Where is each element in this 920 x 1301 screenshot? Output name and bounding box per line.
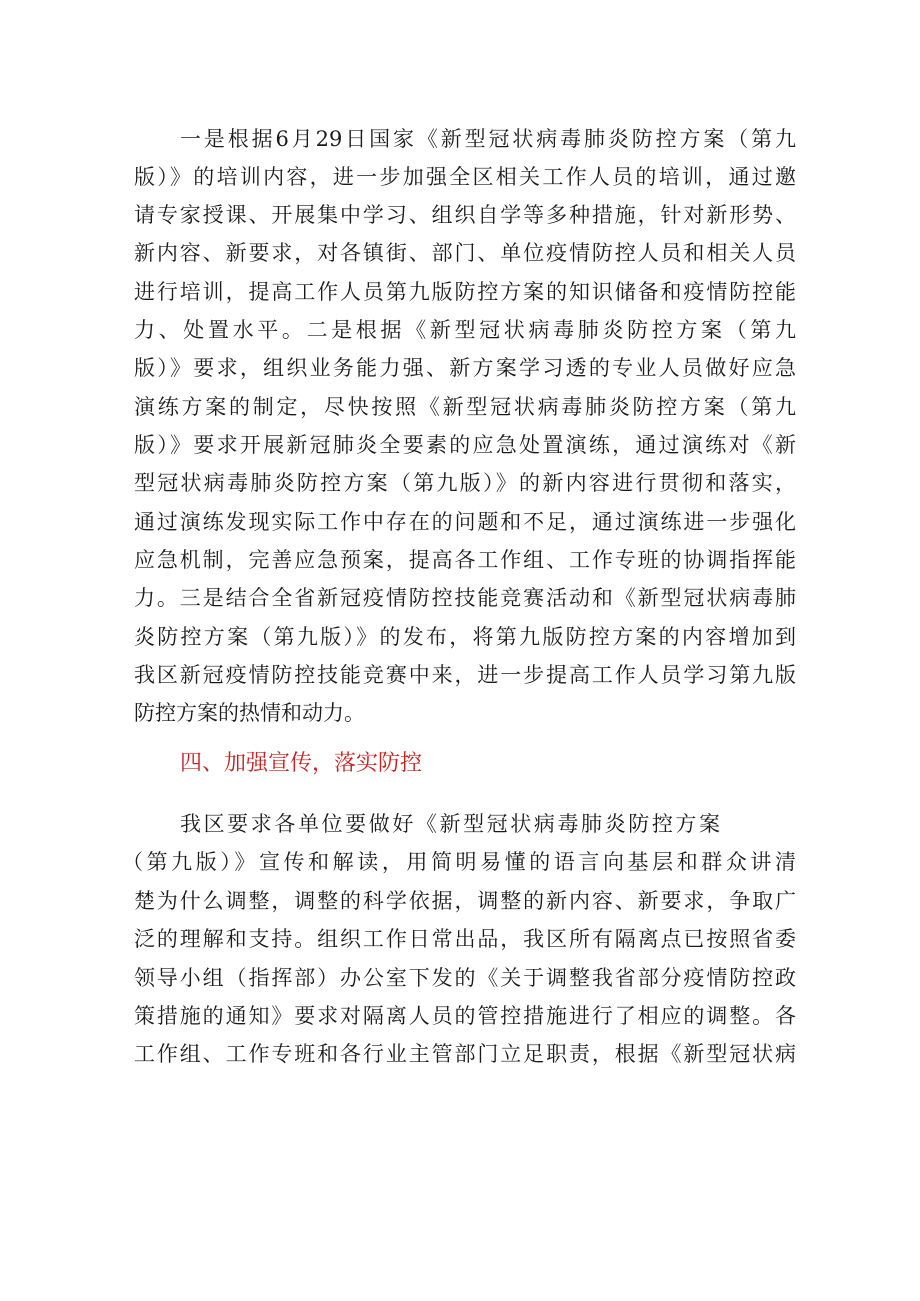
paragraph-line: （第九版）》宣传和解读，用简明易懂的语言向基层和群众讲清 — [122, 850, 796, 874]
paragraph-line: 我区要求各单位要做好《新型冠状病毒肺炎防控方案 — [180, 812, 720, 836]
paragraph-line: 新内容、新要求，对各镇街、部门、单位疫情防控人员和相关人员 — [134, 241, 796, 265]
section-heading: 四、加强宣传，落实防控 — [180, 751, 423, 776]
paragraph-line: 通过演练发现实际工作中存在的问题和不足，通过演练进一步强化 — [134, 510, 796, 534]
paragraph-line: 型冠状病毒肺炎防控方案（第九版）》的新内容进行贯彻和落实， — [134, 471, 796, 495]
paragraph-line: 炎防控方案（第九版）》的发布，将第九版防控方案的内容增加到 — [134, 625, 796, 649]
paragraph-line: 策措施的通知》要求对隔离人员的管控措施进行了相应的调整。各 — [134, 1004, 796, 1028]
paragraph-line: 力。三是结合全省新冠疫情防控技能竞赛活动和《新型冠状病毒肺 — [134, 586, 796, 610]
paragraph-line: 请专家授课、开展集中学习、组织自学等多种措施，针对新形势、 — [134, 203, 796, 227]
paragraph-line: 泛的理解和支持。组织工作日常出品，我区所有隔离点已按照省委 — [134, 927, 796, 951]
paragraph-line: 工作组、工作专班和各行业主管部门立足职责，根据《新型冠状病 — [134, 1042, 796, 1066]
paragraph-line: 演练方案的制定，尽快按照《新型冠状病毒肺炎防控方案（第九 — [134, 395, 796, 419]
paragraph-line: 我区新冠疫情防控技能竞赛中来，进一步提高工作人员学习第九版 — [134, 663, 796, 687]
paragraph-line: 版）》的培训内容，进一步加强全区相关工作人员的培训，通过邀 — [134, 165, 796, 189]
paragraph-line: 力、处置水平。二是根据《新型冠状病毒肺炎防控方案（第九 — [134, 318, 796, 342]
paragraph-line: 应急机制，完善应急预案，提高各工作组、工作专班的协调指挥能 — [134, 548, 796, 572]
paragraph-line: 楚为什么调整，调整的科学依据，调整的新内容、新要求，争取广 — [134, 889, 796, 913]
paragraph-line: 一是根据6月29日国家《新型冠状病毒肺炎防控方案（第九 — [180, 127, 796, 151]
paragraph-line: 版）》要求，组织业务能力强、新方案学习透的专业人员做好应急 — [134, 356, 796, 380]
paragraph-line: 版）》要求开展新冠肺炎全要素的应急处置演练，通过演练对《新 — [134, 433, 796, 457]
paragraph-line: 进行培训，提高工作人员第九版防控方案的知识储备和疫情防控能 — [134, 280, 796, 304]
paragraph-line: 防控方案的热情和动力。 — [134, 701, 365, 725]
paragraph-line: 领导小组（指挥部）办公室下发的《关于调整我省部分疫情防控政 — [134, 966, 796, 990]
